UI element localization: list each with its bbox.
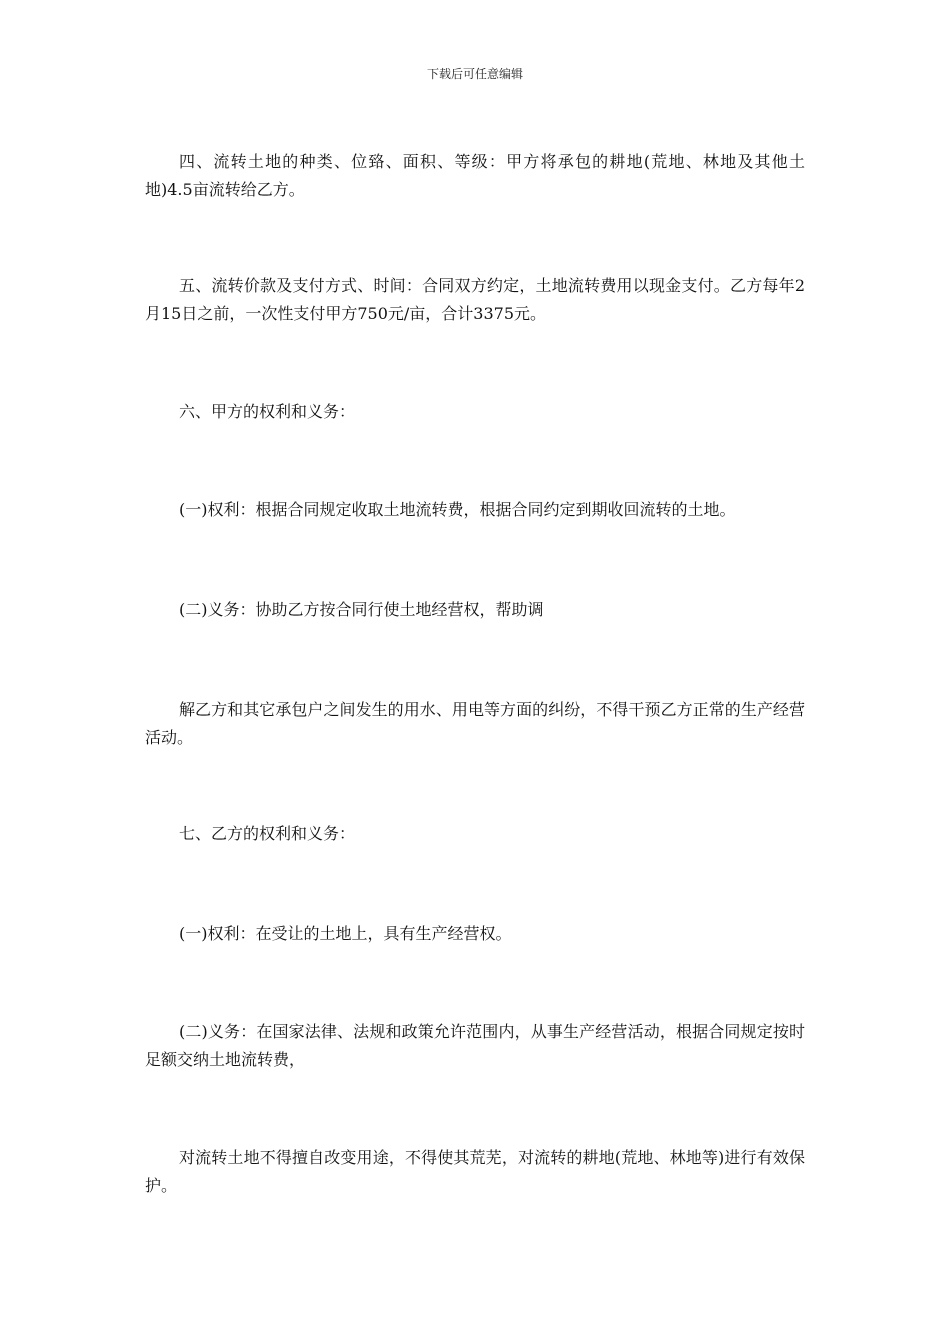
paragraph-land-details: 四、流转土地的种类、位臵、面积、等级：甲方将承包的耕地(荒地、林地及其他土地)4.5亩流转给乙方。 <box>145 152 805 199</box>
paragraph-party-b-obligations-cont: 对流转土地不得擅自改变用途，不得使其荒芜，对流转的耕地(荒地、林地等)进行有效保护。 <box>145 1148 805 1195</box>
paragraph-party-a-obligations: (二)义务：协助乙方按合同行使土地经营权，帮助调 <box>179 600 544 619</box>
page-header: 下载后可任意编辑 <box>426 67 523 81</box>
paragraph-party-a-obligations-cont: 解乙方和其它承包户之间发生的用水、用电等方面的纠纷，不得干预乙方正常的生产经营活动。 <box>145 700 805 747</box>
paragraph-payment-terms: 五、流转价款及支付方式、时间：合同双方约定，土地流转费用以现金支付。乙方每年2月15日之前，一次性支付甲方750元/亩，合计3375元。 <box>145 276 805 323</box>
paragraph-party-b-obligations: (二)义务：在国家法律、法规和政策允许范围内，从事生产经营活动，根据合同规定按时足额交纳土地流转费， <box>145 1022 805 1069</box>
paragraph-party-b-rights: (一)权利：在受让的土地上，具有生产经营权。 <box>179 924 512 943</box>
heading-party-a-rights: 六、甲方的权利和义务： <box>179 402 356 421</box>
heading-party-b-rights: 七、乙方的权利和义务： <box>179 824 356 843</box>
paragraph-party-a-rights: (一)权利：根据合同规定收取土地流转费，根据合同约定到期收回流转的土地。 <box>179 500 736 519</box>
